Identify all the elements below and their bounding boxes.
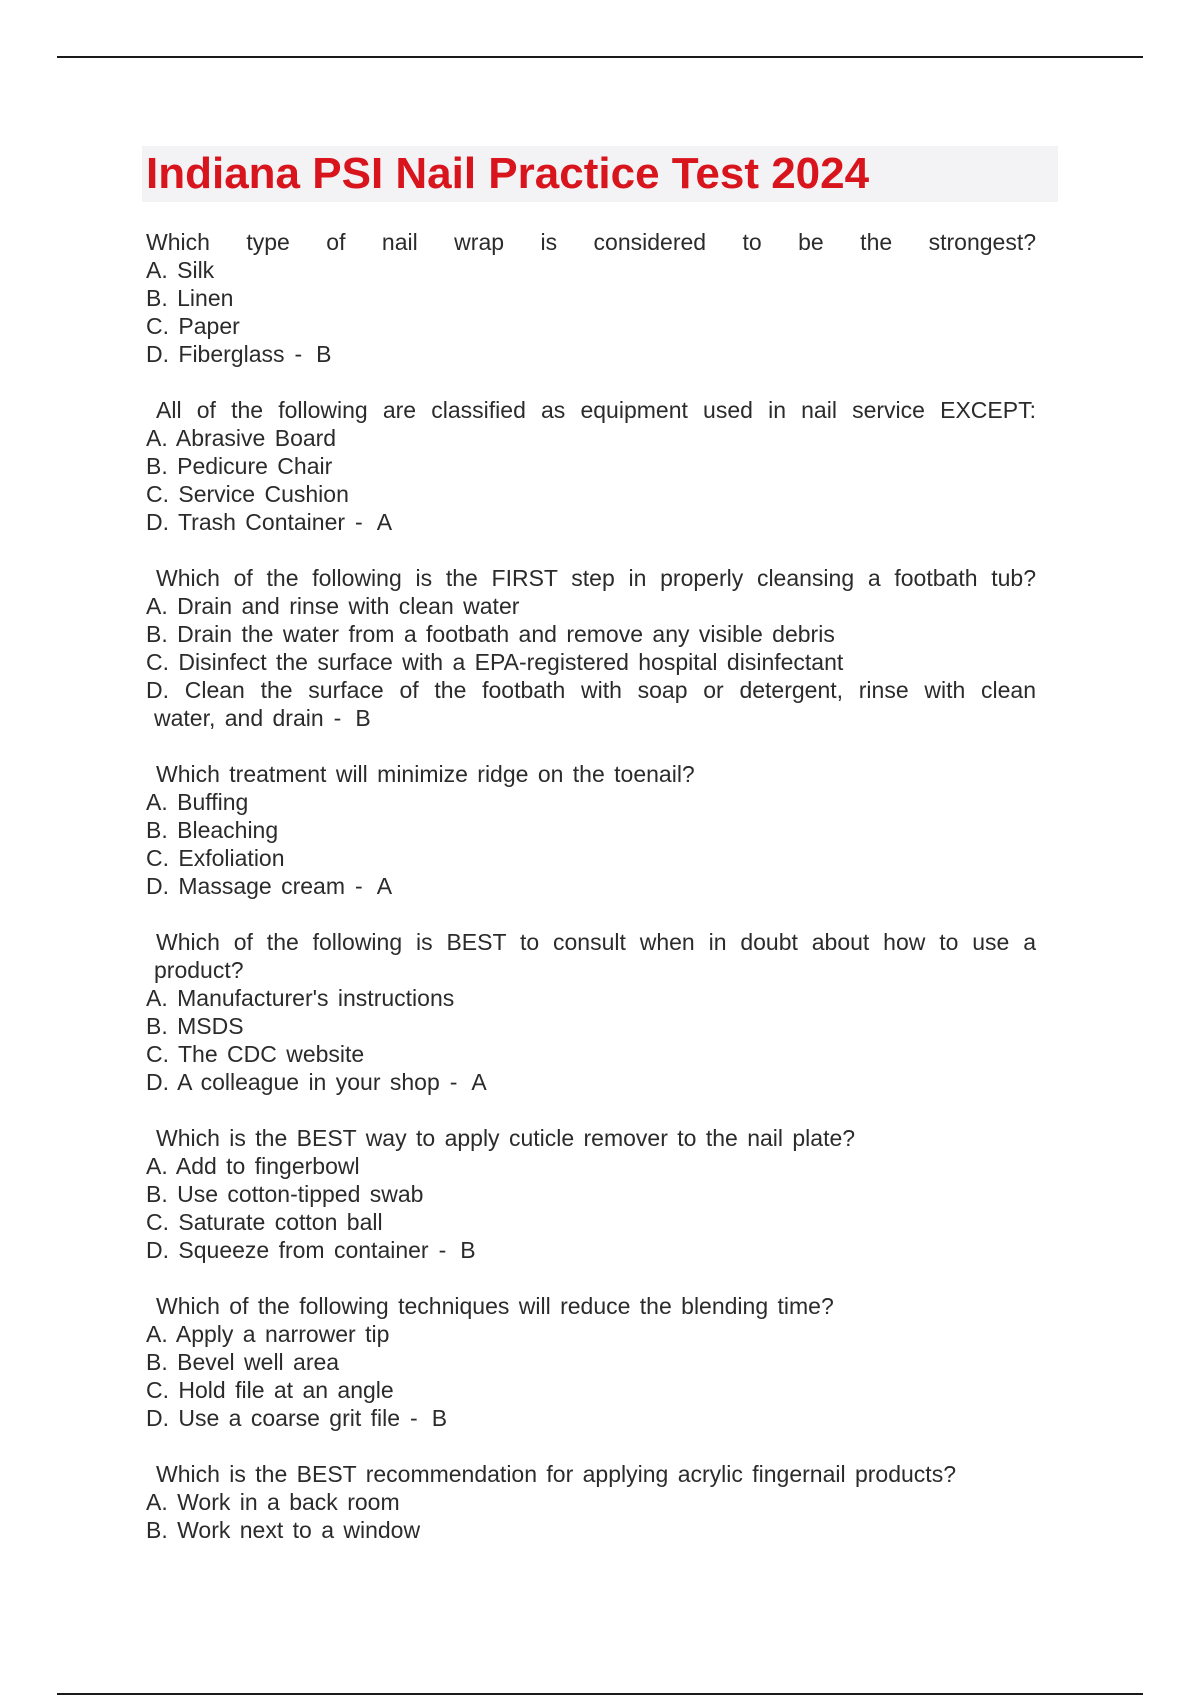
option-c: C. Hold file at an angle [146, 1377, 394, 1403]
option-text: D. Fiberglass [146, 341, 285, 367]
option-a: A. Silk [146, 257, 215, 283]
option-c: C. Paper [146, 313, 240, 339]
option-b: B. Pedicure Chair [146, 453, 333, 479]
option-d [146, 508, 1036, 536]
option-b: B. Drain the water from a footbath and remove any visible debris [146, 621, 835, 647]
question-stem: Which of the following techniques will reduce the blending time? [156, 1293, 834, 1319]
answer-separator: - [438, 1237, 447, 1263]
answer-key: B [460, 1237, 476, 1263]
answer-key: B [355, 705, 371, 731]
option-text: D. Squeeze from container [146, 1237, 429, 1263]
question-stem: All of the following are classified as equipment used in nail service EXCEPT: [156, 397, 1036, 423]
option-d [146, 1236, 1036, 1264]
option-c: C. The CDC website [146, 1041, 365, 1067]
answer-separator: - [449, 1069, 458, 1095]
question-5 [146, 928, 1036, 1096]
question-8 [146, 1460, 1036, 1544]
option-a: A. Buffing [146, 789, 249, 815]
option-c: C. Service Cushion [146, 481, 349, 507]
footer-rule [57, 1693, 1143, 1695]
option-c: C. Exfoliation [146, 845, 285, 871]
option-text: D. Massage cream [146, 873, 346, 899]
option-a: A. Add to fingerbowl [146, 1153, 360, 1179]
option-c: C. Saturate cotton ball [146, 1209, 383, 1235]
option-b: B. Bevel well area [146, 1349, 340, 1375]
question-stem: Which of the following is BEST to consult when in doubt about how to use a [156, 929, 1036, 955]
question-stem-continuation: product? [154, 957, 244, 983]
answer-separator: - [355, 509, 363, 535]
question-stem: Which is the BEST recommendation for applying acrylic fingernail products? [156, 1461, 956, 1487]
question-4 [146, 760, 1036, 900]
question-6 [146, 1124, 1036, 1264]
question-list [146, 228, 1036, 1572]
question-stem: Which type of nail wrap is considered to be the strongest? [146, 229, 1036, 255]
option-text: water, and drain [154, 705, 324, 731]
option-text: D. A colleague in your shop [146, 1069, 440, 1095]
question-1 [146, 228, 1036, 368]
option-b: B. Linen [146, 285, 234, 311]
option-a: A. Manufacturer's instructions [146, 985, 455, 1011]
answer-key: A [471, 1069, 487, 1095]
option-d [146, 1404, 1036, 1432]
option-text: D. Use a coarse grit file [146, 1405, 401, 1431]
option-d-continuation [146, 704, 1036, 732]
answer-separator: - [294, 341, 303, 367]
option-a: A. Drain and rinse with clean water [146, 593, 520, 619]
option-text: D. Trash Container [146, 509, 346, 535]
option-d [146, 872, 1036, 900]
answer-key: A [376, 509, 393, 535]
option-b: B. Bleaching [146, 817, 279, 843]
answer-separator: - [355, 873, 363, 899]
option-d: D. Clean the surface of the footbath with soap or detergent, rinse with clean [146, 677, 1036, 703]
option-a: A. Work in a back room [146, 1489, 400, 1515]
question-3 [146, 564, 1036, 732]
answer-key: B [431, 1405, 448, 1431]
option-a: A. Apply a narrower tip [146, 1321, 390, 1347]
question-stem: Which is the BEST way to apply cuticle remover to the nail plate? [156, 1125, 856, 1151]
answer-separator: - [410, 1405, 418, 1431]
option-b: B. Work next to a window [146, 1517, 421, 1543]
option-b: B. Use cotton-tipped swab [146, 1181, 424, 1207]
answer-separator: - [333, 705, 342, 731]
answer-key: A [376, 873, 393, 899]
page-title: Indiana PSI Nail Practice Test 2024 [146, 149, 870, 198]
option-b: B. MSDS [146, 1013, 244, 1039]
question-2 [146, 396, 1036, 536]
question-stem: Which treatment will minimize ridge on the toenail? [156, 761, 695, 787]
question-7 [146, 1292, 1036, 1432]
option-d [146, 340, 1036, 368]
question-stem: Which of the following is the FIRST step in properly cleansing a footbath tub? [156, 565, 1036, 591]
header-rule [57, 56, 1143, 58]
answer-key: B [316, 341, 332, 367]
option-d [146, 1068, 1036, 1096]
option-a: A. Abrasive Board [146, 425, 337, 451]
option-c: C. Disinfect the surface with a EPA-registered hospital disinfectant [146, 649, 844, 675]
